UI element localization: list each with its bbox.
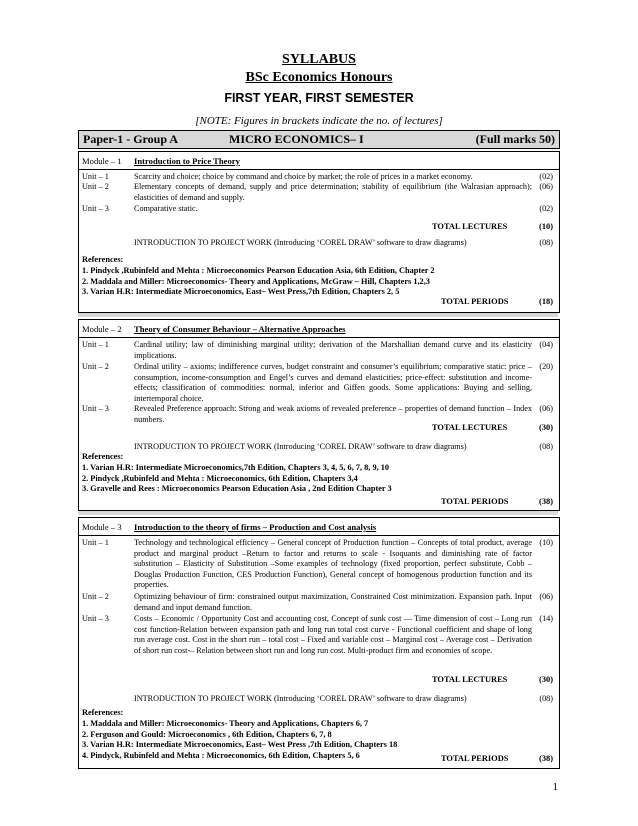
paper-subject: MICRO ECONOMICS– I [229, 132, 364, 146]
paper-bar [78, 130, 560, 149]
references-label: References: [82, 452, 124, 461]
unit-lectures: (20) [539, 362, 553, 371]
degree-heading: BSc Economics Honours [245, 70, 393, 85]
unit-lectures: (06) [539, 404, 553, 413]
total-periods-value: (18) [539, 297, 553, 306]
total-lectures-label: TOTAL LECTURES [432, 222, 508, 231]
references-label: References: [82, 708, 124, 717]
total-lectures-label: TOTAL LECTURES [432, 423, 508, 432]
year-heading: FIRST YEAR, FIRST SEMESTER [224, 91, 414, 105]
unit-lectures: (06) [539, 182, 553, 191]
module-header [79, 152, 559, 170]
unit-label: Unit – 1 [82, 538, 109, 547]
unit-text: Optimizing behaviour of firm: constrained output maximization, Constrained Cost minimization. Expansion path. Input demand and input demand function. [134, 592, 532, 612]
reference-item: 1. Varian H.R: Intermediate Microeconomics,7th Edition, Chapters 3, 4, 5, 6, 7, 8, 9, 10 [82, 462, 390, 472]
reference-item: 3. Gravelle and Rees : Microeconomics Pearson Education Asia , 2nd Edition Chapter 3 [82, 484, 392, 494]
section-divider [78, 313, 558, 317]
total-periods-value: (38) [539, 754, 553, 763]
reference-item: 2. Ferguson and Gould: Microeconomics , 6th Edition, Chapters 6, 7, 8 [82, 729, 332, 739]
module-title: Theory of Consumer Behaviour – Alternative Approaches [134, 324, 346, 334]
unit-label: Unit – 3 [82, 204, 109, 213]
unit-lectures: (14) [539, 614, 553, 623]
total-lectures-value: (30) [539, 675, 553, 684]
unit-label: Unit – 2 [82, 182, 109, 191]
reference-item: 3. Varian H.R: Intermediate Microeconomics, East– West Press ,7th Edition, Chapters 18 [82, 740, 398, 750]
unit-text: Elementary concepts of demand, supply and price determination; stability of equilibrium (the Walrasian approach); elasticities of demand and supply. [134, 182, 532, 202]
references-label: References: [82, 255, 124, 264]
total-periods-label: TOTAL PERIODS [441, 754, 509, 763]
unit-lectures: (10) [539, 538, 553, 547]
total-periods-value: (38) [539, 497, 553, 506]
total-lectures-value: (30) [539, 423, 553, 432]
unit-label: Unit – 2 [82, 362, 109, 371]
page-number: 1 [552, 781, 558, 793]
module-label: Module – 1 [82, 156, 122, 166]
unit-lectures: (02) [539, 204, 553, 213]
unit-label: Unit – 3 [82, 614, 109, 623]
unit-text: Technology and technological efficiency – General concept of Production function – Concepts of total product, average product and marginal product –Return to factor and returns to scale - Isoquants and diminishing rate of factor substitution – Elasticity of Substitution –Some examples of technology (fixed proportion, perfect substitute, Cobb – Douglas Production Function, CES Production Function), General concept of homogenous production function and its properties. [134, 538, 532, 590]
references [82, 452, 392, 495]
unit-label: Unit – 2 [82, 592, 109, 601]
project-work-intro: INTRODUCTION TO PROJECT WORK (Introducing ‘COREL DRAW’ software to draw diagrams) [134, 442, 467, 451]
total-periods-label: TOTAL PERIODS [441, 297, 509, 306]
module-header [79, 320, 559, 338]
project-work-intro: INTRODUCTION TO PROJECT WORK (Introducing ‘COREL DRAW’ software to draw diagrams) [134, 238, 467, 247]
unit-lectures: (06) [539, 592, 553, 601]
project-work-lectures: (08) [539, 238, 553, 247]
section-divider [78, 511, 558, 515]
paper-group: Paper-1 - Group A [83, 132, 178, 146]
unit-text: Scarcity and choice; choice by command and choice by market; the role of prices in a market economy. [134, 172, 473, 181]
unit-lectures: (04) [539, 340, 553, 349]
module-title: Introduction to the theory of firms – Production and Cost analysis [134, 522, 377, 532]
reference-item: 4. Pindyck, Rubinfeld and Mehta : Microeconomics, 6th Edition, Chapters 5, 6 [82, 751, 360, 761]
module-label: Module – 3 [82, 522, 122, 532]
module-header [79, 518, 559, 536]
module-2-box [78, 319, 560, 511]
syllabus-heading: SYLLABUS [282, 52, 356, 67]
module-title: Introduction to Price Theory [134, 156, 240, 166]
project-work-intro: INTRODUCTION TO PROJECT WORK (Introducing ‘COREL DRAW’ software to draw diagrams) [134, 694, 467, 703]
project-work-lectures: (08) [539, 442, 553, 451]
unit-label: Unit – 1 [82, 340, 109, 349]
module-3-box [78, 517, 560, 769]
total-lectures-value: (10) [539, 222, 553, 231]
reference-item: 2. Pindyck ,Rubinfeld and Mehta : Microeconomics, 6th Edition, Chapters 3,4 [82, 473, 358, 483]
total-periods-label: TOTAL PERIODS [441, 497, 509, 506]
reference-item: 1. Pindyck ,Rubinfeld and Mehta : Microeconomics Pearson Education Asia, 6th Edition, Chapter 2 [82, 265, 435, 275]
module-1-box [78, 151, 560, 313]
project-work-lectures: (08) [539, 694, 553, 703]
unit-text: Revealed Preference approach: Strong and weak axioms of revealed preference – properties of demand function – Index numbers. [134, 404, 532, 424]
references [82, 255, 435, 298]
unit-text: Ordinal utility – axioms; indifference curves, budget constraint and consumer’s equilibrium; comparative static: price – consumption, income-consumption and Engel’s curves and demand elasticities; price-effect: substitution and income-effects; classification of commodities: normal, inferior and Giffen goods. Some applications: Buying and selling, intertemporal choice. [134, 362, 532, 403]
reference-item: 3. Varian H.R: Intermediate Microeconomics, East– West Press,7th Edition, Chapters 2, 5 [82, 287, 400, 297]
references [82, 708, 397, 762]
lecture-note: [NOTE: Figures in brackets indicate the no. of lectures] [195, 115, 443, 127]
total-lectures-label: TOTAL LECTURES [432, 675, 508, 684]
unit-text: Comparative static. [134, 204, 198, 213]
unit-text: Costs – Economic / Opportunity Cost and accounting cost, Concept of sunk cost — Time dimension of cost – Long run cost function-Relation between expansion path and long run total cost curve - Functional coefficient and shape of long run average cost. Cost in the short run – total cost – Fixed and variable cost – Marginal cost – Average cost – Derivation of short run cost-– Relation between short run and long run cost. Multi-product firm and economies of scope. [134, 614, 532, 655]
paper-marks: (Full marks 50) [475, 132, 555, 146]
unit-label: Unit – 3 [82, 404, 109, 413]
reference-item: 2. Maddala and Miller: Microeconomics- Theory and Applications, McGraw – Hill, Chapters 1,2,3 [82, 276, 430, 286]
unit-text: Cardinal utility; law of diminishing marginal utility; derivation of the Marshallian demand curve and its elasticity implications. [134, 340, 532, 360]
unit-label: Unit – 1 [82, 172, 109, 181]
unit-lectures: (02) [539, 172, 553, 181]
module-label: Module – 2 [82, 324, 122, 334]
reference-item: 1. Maddala and Miller: Microeconomics- Theory and Applications, Chapters 6, 7 [82, 718, 369, 728]
